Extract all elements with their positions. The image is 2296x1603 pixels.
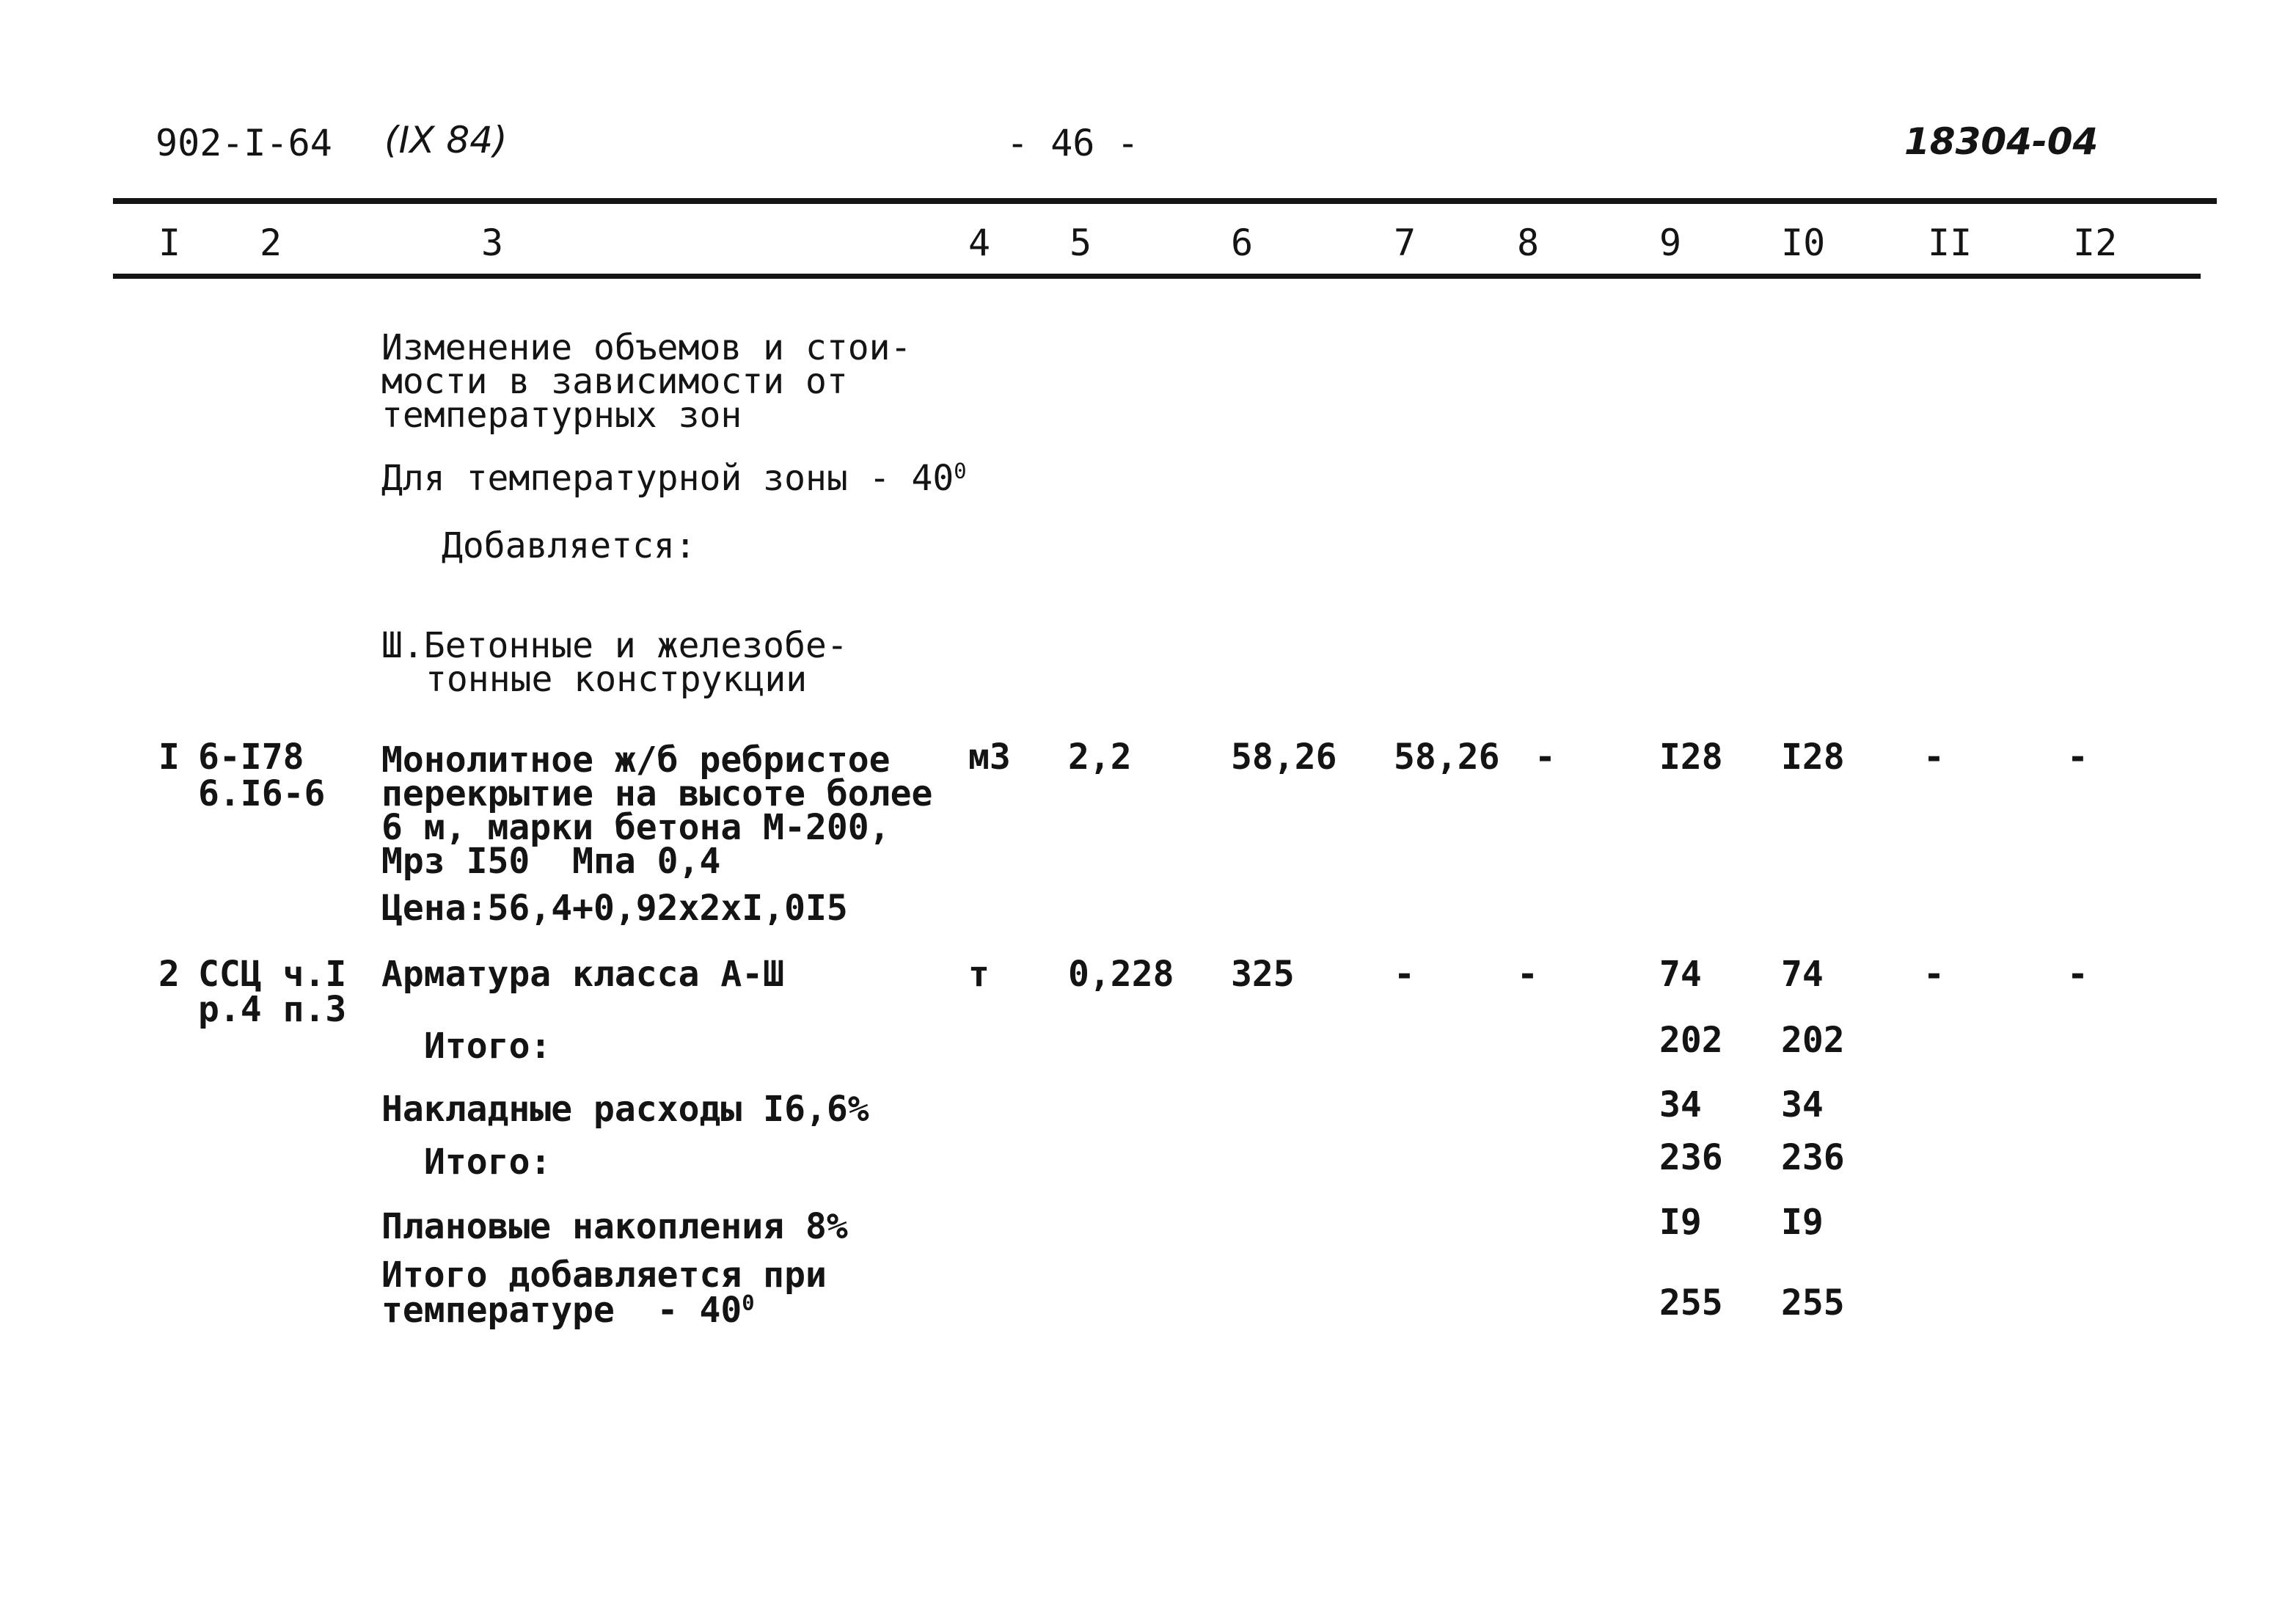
final-total-label-2-text: температуре - 40 — [381, 1290, 742, 1331]
row1-col6: 58,26 — [1231, 737, 1337, 778]
row1-unit: м3 — [968, 737, 1011, 778]
row2-quantity: 0,228 — [1068, 954, 1174, 995]
subtotal-label-1: Итого: — [424, 1026, 552, 1067]
row1-code-1: 6-I78 — [198, 737, 304, 778]
final-total-label-1: Итого добавляется при — [381, 1255, 827, 1296]
row2-col9: 74 — [1659, 954, 1702, 995]
row1-description-3: 6 м, марки бетона М-200, — [381, 807, 891, 848]
planned-savings-col9: I9 — [1659, 1202, 1702, 1243]
page-number: - 46 - — [1006, 122, 1139, 164]
row2-col10: 74 — [1781, 954, 1824, 995]
planned-savings-col10: I9 — [1781, 1202, 1824, 1243]
column-header-8: 8 — [1517, 222, 1540, 264]
intro-line-1: Изменение объемов и стои- — [381, 327, 912, 368]
zone-heading — [381, 458, 967, 499]
row1-col7: 58,26 — [1394, 737, 1500, 778]
row2-code-2: р.4 п.3 — [198, 989, 347, 1030]
edition-note: (IX 84) — [384, 119, 508, 161]
row1-col8: - — [1535, 737, 1556, 778]
table-top-rule — [113, 198, 2217, 204]
row1-number: I — [158, 737, 180, 778]
row1-description-2: перекрытие на высоте более — [381, 773, 933, 814]
overhead-label: Накладные расходы I6,6% — [381, 1089, 869, 1130]
subtotal-label-2: Итого: — [424, 1142, 552, 1183]
column-header-12: I2 — [2073, 222, 2118, 264]
zone-degree: 0 — [954, 459, 967, 484]
handwritten-stamp-number: 18304-04 — [1904, 120, 2099, 163]
column-header-1: I — [158, 222, 181, 264]
subtotal-2-col10: 236 — [1781, 1137, 1845, 1178]
planned-savings-label: Плановые накопления 8% — [381, 1206, 848, 1247]
column-header-6: 6 — [1231, 222, 1254, 264]
row1-description-1: Монолитное ж/б ребристое — [381, 740, 891, 781]
row2-col12: - — [2067, 954, 2088, 995]
final-total-col9: 255 — [1659, 1282, 1723, 1323]
subtotal-1-col9: 202 — [1659, 1020, 1723, 1061]
row1-col9: I28 — [1659, 737, 1723, 778]
row2-number: 2 — [158, 954, 180, 995]
column-header-11: II — [1928, 222, 1973, 264]
column-header-9: 9 — [1659, 222, 1682, 264]
row1-col12: - — [2067, 737, 2088, 778]
row2-code-1: ССЦ ч.I — [198, 954, 347, 995]
overhead-col10: 34 — [1781, 1084, 1824, 1125]
subtotal-1-col10: 202 — [1781, 1020, 1845, 1061]
table-header-bottom-rule — [113, 274, 2201, 279]
added-label: Добавляется: — [442, 525, 696, 566]
row1-price-formula: Цена:56,4+0,92x2xI,0I5 — [381, 888, 848, 929]
row2-description: Арматура класса А-Ш — [381, 954, 785, 995]
intro-line-2: мости в зависимости от — [381, 361, 848, 402]
row2-col11: - — [1923, 954, 1945, 995]
column-header-2: 2 — [260, 222, 282, 264]
row2-unit: т — [968, 954, 990, 995]
final-total-label-2 — [381, 1290, 755, 1331]
document-code: 902-I-64 — [156, 122, 332, 164]
row2-col8: - — [1517, 954, 1538, 995]
overhead-col9: 34 — [1659, 1084, 1702, 1125]
final-degree: 0 — [742, 1290, 755, 1316]
section-title-line-1: Ш.Бетонные и железобе- — [381, 625, 848, 666]
row1-quantity: 2,2 — [1068, 737, 1132, 778]
row2-col6: 325 — [1231, 954, 1295, 995]
column-header-4: 4 — [968, 222, 991, 264]
column-header-7: 7 — [1394, 222, 1416, 264]
column-header-10: I0 — [1781, 222, 1826, 264]
subtotal-2-col9: 236 — [1659, 1137, 1723, 1178]
intro-line-3: температурных зон — [381, 395, 742, 436]
column-header-3: 3 — [481, 222, 504, 264]
final-total-col10: 255 — [1781, 1282, 1845, 1323]
row1-col10: I28 — [1781, 737, 1845, 778]
column-header-5: 5 — [1070, 222, 1092, 264]
row1-description-4: Мрз I50 Мпа 0,4 — [381, 841, 721, 882]
row1-code-2: 6.I6-6 — [198, 773, 326, 814]
row1-col11: - — [1923, 737, 1945, 778]
section-title-line-2: тонные конструкции — [425, 659, 808, 700]
zone-heading-text: Для температурной зоны - 40 — [381, 458, 954, 499]
row2-col7: - — [1394, 954, 1415, 995]
